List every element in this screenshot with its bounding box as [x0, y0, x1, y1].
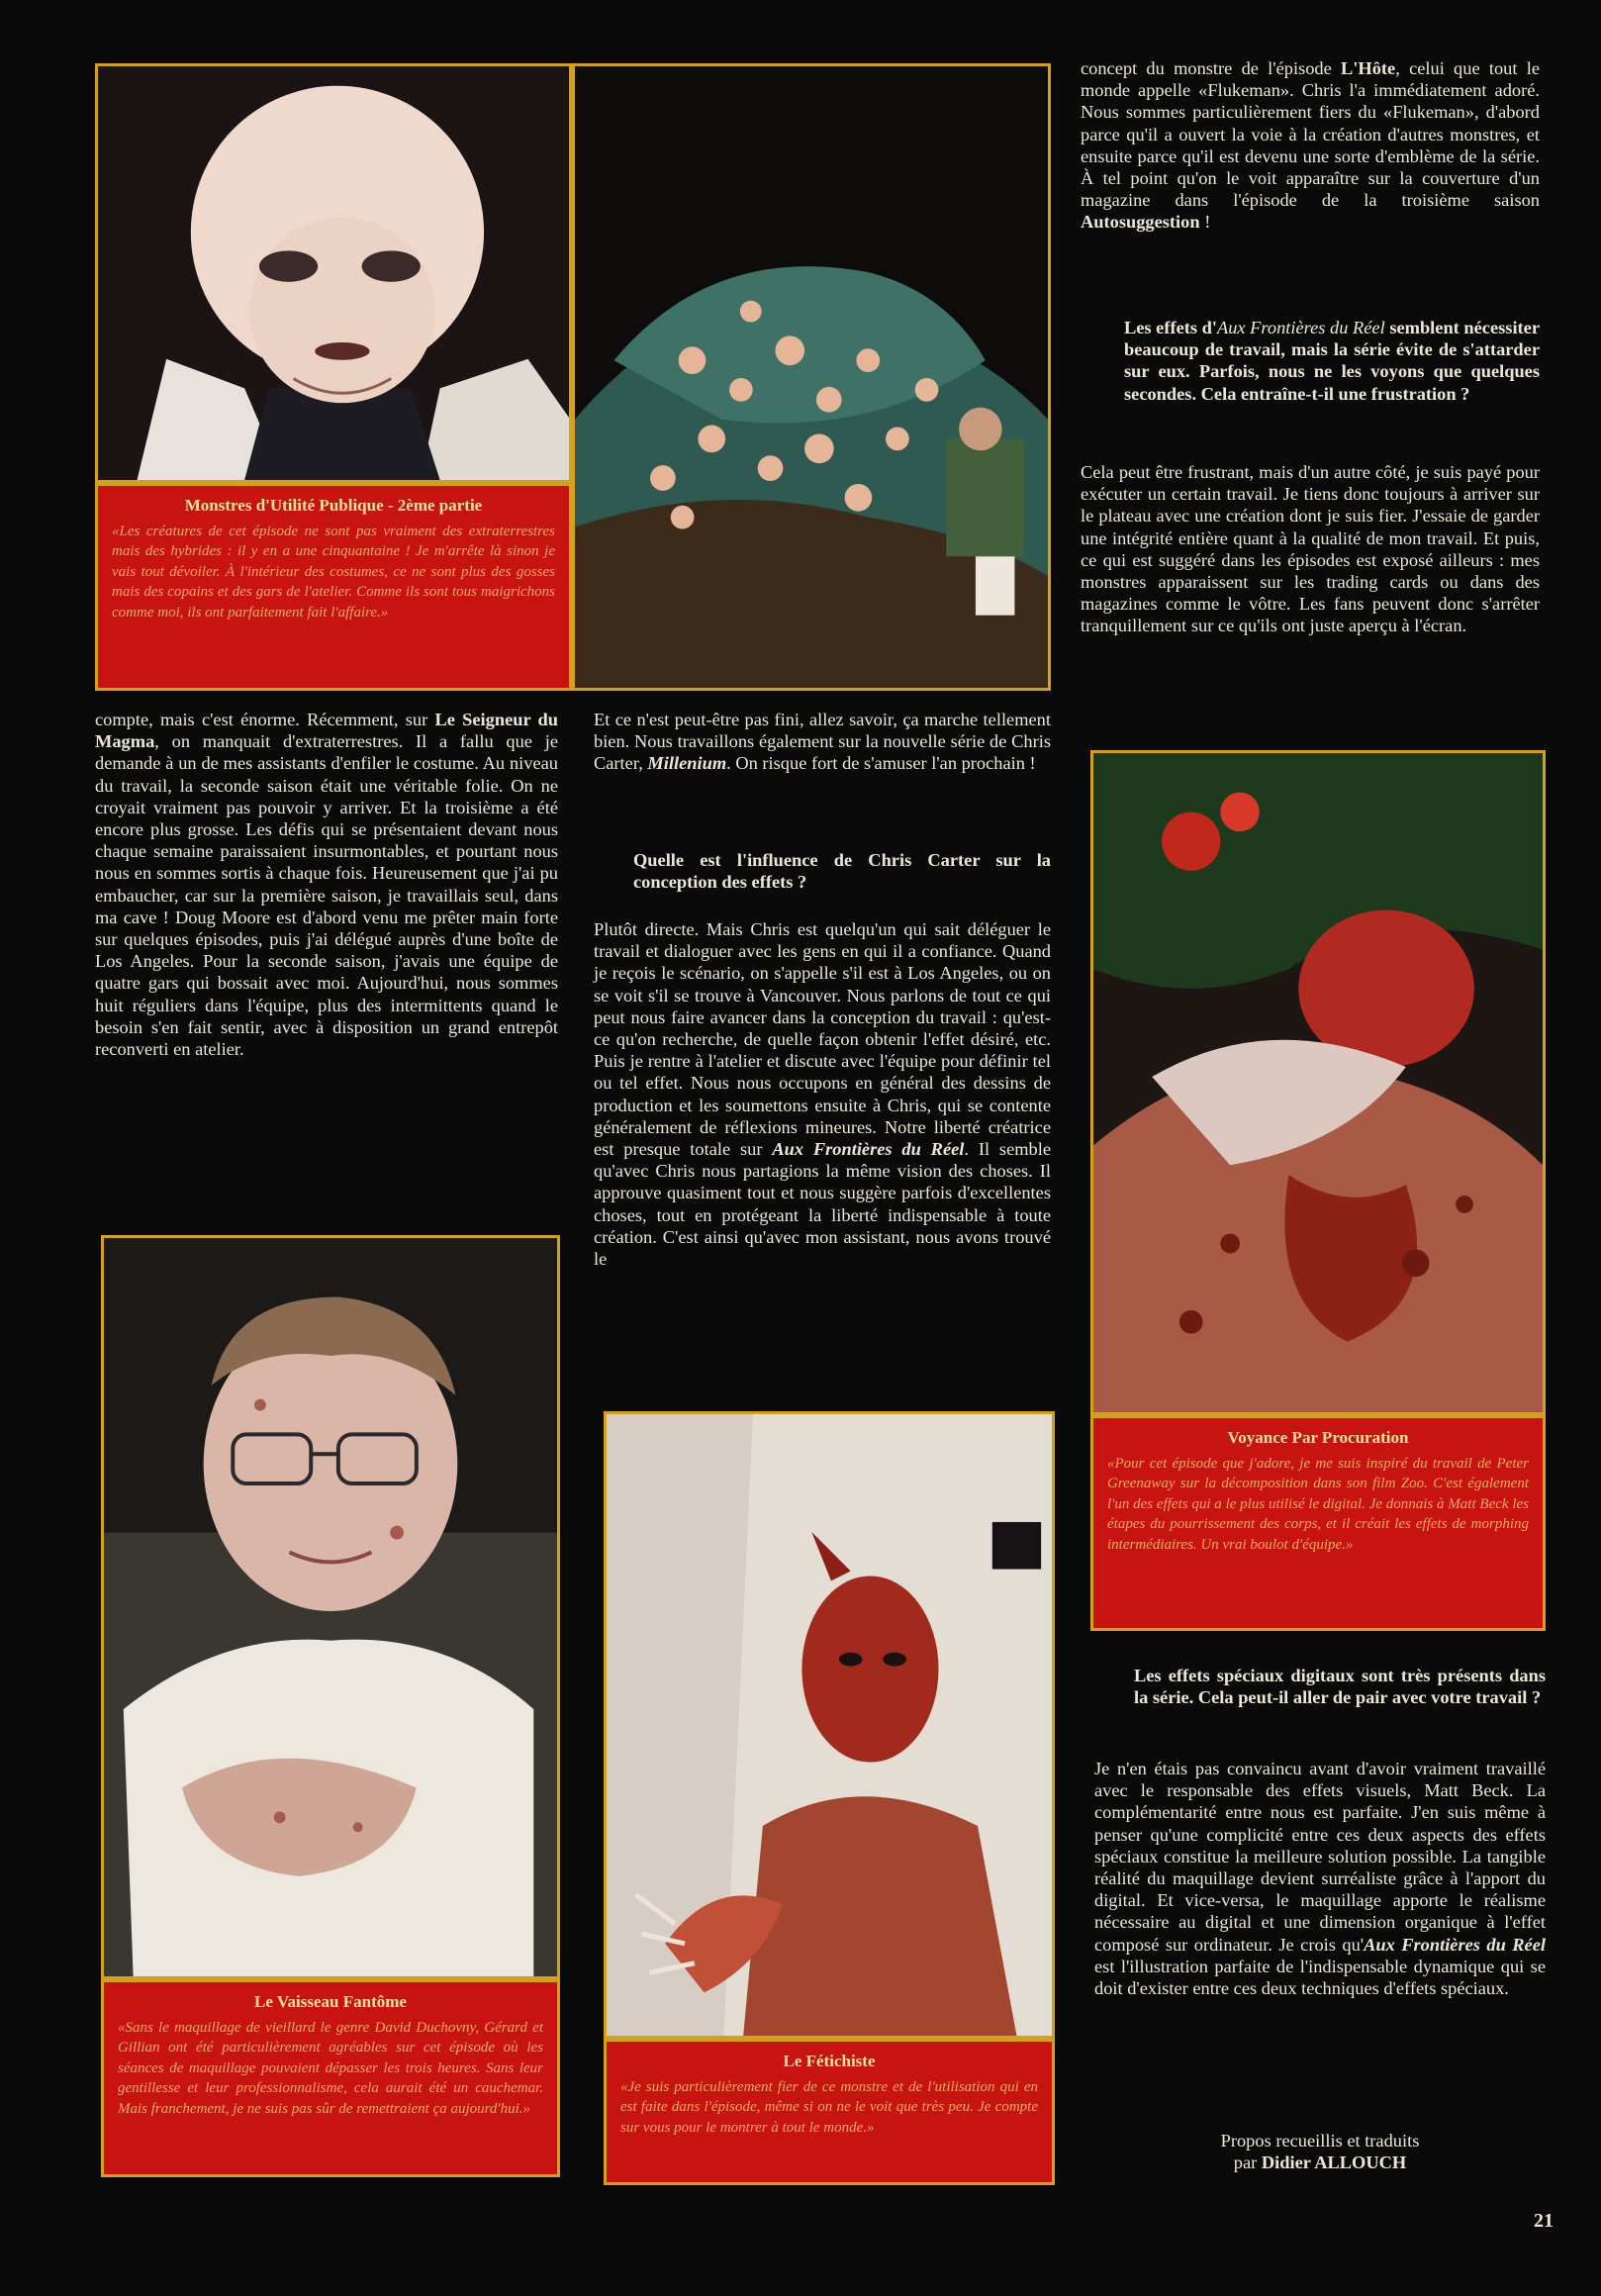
question-effets-digitaux — [1134, 1665, 1546, 1708]
col2-text-top — [594, 709, 1051, 775]
text-run: est l'illustration parfaite de l'indispensable dynamique qui se doit d'exister entre ces deux techniques d'effets spéciaux. — [1094, 1956, 1546, 1999]
caption-title: Monstres d'Utilité Publique - 2ème partie — [184, 496, 483, 515]
caption-title: Le Fétichiste — [783, 2052, 876, 2070]
text-run: ! — [1199, 212, 1211, 233]
page-number: 21 — [1534, 2210, 1554, 2232]
question-chris-carter — [633, 849, 1051, 893]
text-run: . Il semble qu'avec Chris nous partagions la même vision des choses. Il approuve quasiment tout et nous suggère parfois d'excellentes choses, tout en protégeant la liberté indispensable à toute création. C'est ainsi qu'avec mon assistant, nous avons trouvé le — [594, 1139, 1052, 1270]
caption-text: «Pour cet épisode que j'adore, je me suis inspiré du travail de Peter Greenaway sur la décomposition dans son film Zoo. C'est également l'un des effets qui a le plus utilisé le digital. Je donnais à Matt Beck les étapes du pourrissement des corps, et il créait les effets de morphing intermédiaires. Un vrai boulot d'équipe.» — [1107, 1456, 1529, 1553]
text-run: semblent nécessiter beaucoup de travail, mais la série évite de s'attarder sur eux. Parfois, nous ne les voyons que quelques secondes. Cela entraîne-t-il une frustration ? — [1124, 318, 1540, 404]
caption-title: Le Vaisseau Fantôme — [254, 1992, 407, 2011]
episode-title-autosuggestion: Autosuggestion — [1081, 212, 1200, 233]
text-run: Les effets d' — [1124, 318, 1217, 337]
photo-alien-child — [95, 63, 572, 483]
photo-creature-pile — [572, 63, 1051, 691]
text-run: . On risque fort de s'amuser l'an prochain ! — [726, 753, 1036, 774]
text-run: Quelle est l'influence de Chris Carter sur la conception des effets ? — [633, 850, 1051, 893]
episode-title-seigneur-magma: Le Seigneur du Magma — [95, 710, 558, 752]
photo-aged-man — [101, 1235, 560, 1979]
paragraph: Cela peut être frustrant, mais d'un autre côté, je suis payé pour exécuter un certain travail. Je tiens donc toujours à arriver sur le plateau avec une création dont je suis fier. J'essaie de garder une intégrité entière quant à la qualité de mon travail. Et puis, ce qui est suggéré dans les épisodes est exposé ailleurs : mes monstres apparaissent sur les trading cards ou dans des magazines comme le vôtre. Les fans peuvent donc s'arrêter tranquillement sur ce qu'ils ont juste aperçu à l'écran. — [1081, 462, 1540, 636]
text-run: , celui que tout le monde appelle «Flukeman». Chris l'a immédiatement adoré. Nous sommes particulièrement fiers du «Flukeman», d'abord parce qu'il a ouvert la voie à la création d'autres monstres, et ensuite parce qu'il est devenu une sorte d'emblème de la série. À tel point qu'on le voit apparaître sur la couverture d'un magazine dans l'épisode de la troisième saison — [1081, 58, 1540, 211]
caption-text: «Je suis particulièrement fier de ce monstre et de l'utilisation qui en est faite dans l'épisode, même si on ne le voit que très peu. Je compte sur vous pour le montrer à tout le monde.» — [620, 2079, 1038, 2136]
series-title: Aux Frontières du Réel — [1216, 318, 1385, 337]
answer-chris-carter — [594, 918, 1051, 1270]
credit-line-1: Propos recueillis et traduits — [1220, 2131, 1420, 2151]
question-frustration — [1124, 317, 1540, 405]
caption-box-voyance — [1090, 1415, 1546, 1631]
caption-text: «Sans le maquillage de vieillard le genre David Duchovny, Gérard et Gillian ont été particulièrement agréables sur cet épisode où les séances de maquillage pouvaient dépasser les trois heures. Sans leur gentillesse et leur professionnalisme, cela aurait été un cauchemar. Mais franchement, je ne suis pas sûr de remettraient ça aujourd'hui.» — [118, 2020, 543, 2117]
caption-box-vaisseau — [101, 1979, 560, 2177]
caption-box-monstres — [95, 483, 572, 691]
episode-title-l-hote: L'Hôte — [1341, 58, 1396, 78]
text-run: Et ce n'est peut-être pas fini, allez savoir, ça marche tellement bien. Nous travaillons également sur la nouvelle série de Chris Carter, — [594, 710, 1051, 774]
answer-frustration — [1081, 461, 1540, 637]
interview-credit — [1094, 2130, 1546, 2173]
text-run: Les effets spéciaux digitaux sont très présents dans la série. Cela peut-il aller de pair avec votre travail ? — [1134, 1666, 1546, 1708]
author-name: Didier ALLOUCH — [1261, 2152, 1407, 2173]
series-title: Aux Frontières du Réel — [772, 1139, 965, 1160]
series-title: Aux Frontières du Réel — [1364, 1934, 1546, 1955]
credit-line-2 — [1094, 2152, 1546, 2173]
text-run: Plutôt directe. Mais Chris est quelqu'un qui sait déléguer le travail et dialoguer avec les gens en qui il a confiance. Quand je reçois le scénario, on s'appelle s'il est à Los Angeles, ou on se voit s'il se trouve à Vancouver. Nous parlons de tout ce qui peut nous faire avancer dans la conception du travail : qu'est-ce qu'on recherche, de quelle façon obtenir l'effet désiré, etc. Puis je rentre à l'atelier et discute avec l'équipe pour définir tel ou tel effet. Nous nous occupons en général des dessins de production et les soumettons ensuite à Chris, qui se contente généralement de réflexions mineures. Notre liberté créatrice est presque totale sur — [594, 919, 1051, 1160]
text-run: , on manquait d'extraterrestres. Il a fallu que je demande à un de mes assistants d'enfiler le costume. Au niveau du travail, la seconde saison était une véritable folie. On ne croyait vraiment pas pouvoir y arriver. Et la troisième a été encore plus grosse. Les défis qui se présentaient devant nous chaque semaine paraissaient insurmontables, et pourtant nous nous en sommes sortis à chaque fois. Heureusement que j'ai pu embaucher, car sur la première saison, je travaillais seul, dans ma cave ! Doug Moore est d'abord venu me prêter main forte sur quelques épisodes, puis j'ai délégué auprès d'une boîte de Los Angeles. Pour la seconde saison, j'avais une équipe de quatre gars qui bossait avec moi. Aujourd'hui, nous sommes huit réguliers dans l'équipe, plus des intermittents quand le besoin s'en fait sentir, avec à disposition un grand entrepôt reconverti en atelier. — [95, 731, 558, 1060]
answer-effets-digitaux — [1094, 1758, 1546, 1999]
photo-fetichiste-creature — [604, 1411, 1055, 2039]
text-run: par — [1233, 2152, 1262, 2173]
col1-text — [95, 709, 558, 1060]
caption-box-fetichiste — [604, 2039, 1055, 2185]
text-run: concept du monstre de l'épisode — [1081, 58, 1342, 78]
caption-text: «Les créatures de cet épisode ne sont pas vraiment des extraterrestres mais des hybrides : il y en a une cinquantaine ! Je m'arrête là sinon je vais tout dévoiler. À l'intérieur des costumes, ce ne sont plus des gosses mais des copains et des gars de l'atelier. Comme ils sont tous maigrichons comme moi, ils ont parfaitement fait l'affaire.» — [112, 524, 555, 621]
caption-title: Voyance Par Procuration — [1227, 1428, 1409, 1447]
col3-text-top — [1081, 57, 1540, 234]
text-run: compte, mais c'est énorme. Récemment, sur — [95, 710, 435, 729]
photo-decomposition — [1090, 750, 1546, 1415]
text-run: Je n'en étais pas convaincu avant d'avoir vraiment travaillé avec le responsable des effets visuels, Matt Beck. La complémentarité entre nous est parfaite. J'en suis même à penser qu'une complicité entre ces deux aspects des effets spéciaux constitue la meilleure solution possible. La tangible réalité du maquillage devient surréaliste grâce à l'apport du digital. Et vice-versa, le maquillage apporte le réalisme nécessaire au digital et une dimension organique à l'effet composé sur ordinateur. Je crois qu' — [1094, 1759, 1546, 1955]
series-title-millenium: Millenium — [647, 753, 727, 774]
